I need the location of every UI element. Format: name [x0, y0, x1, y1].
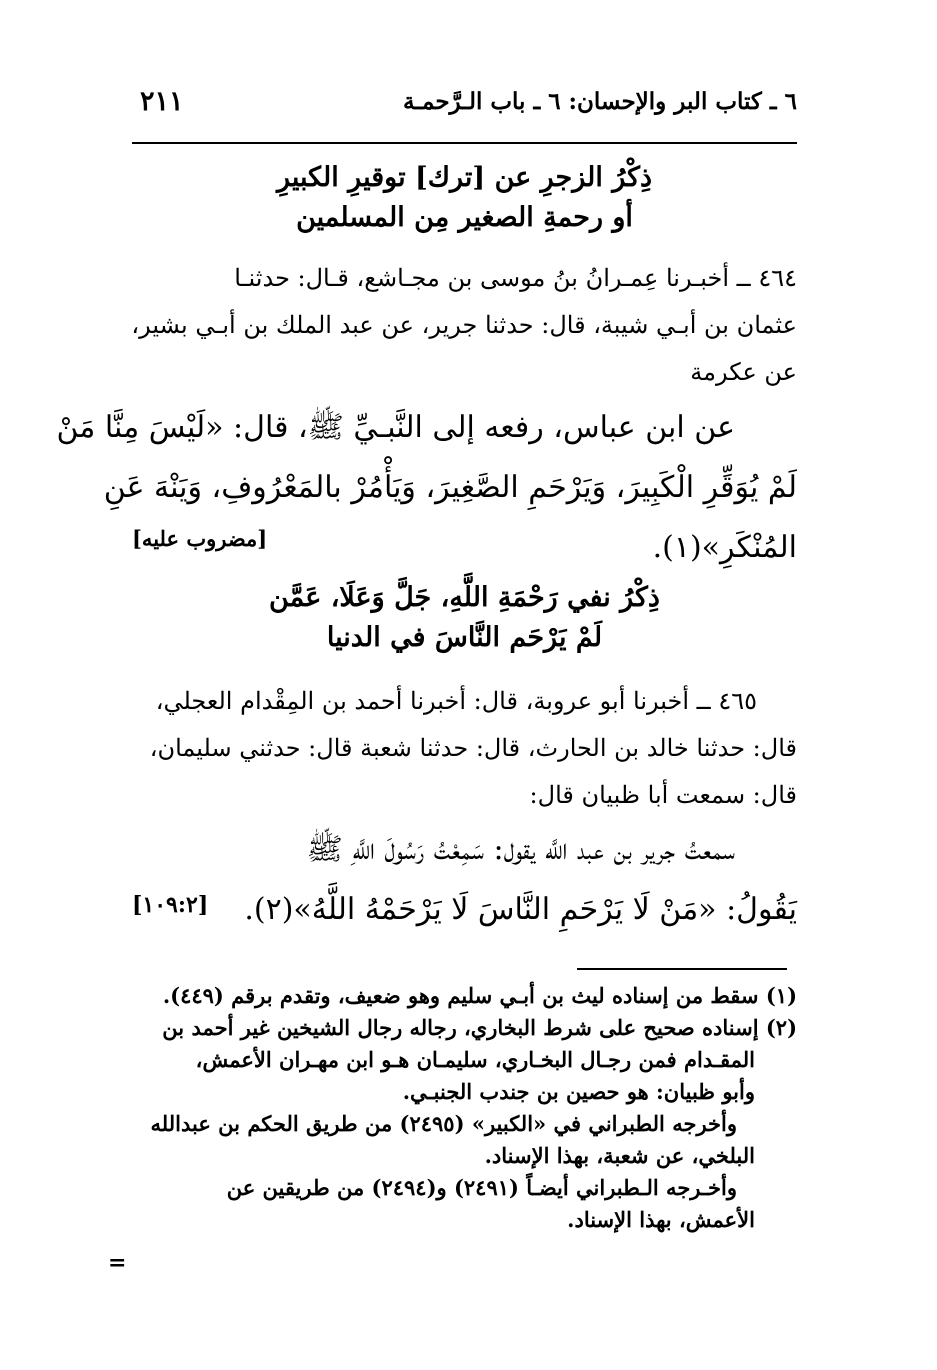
continuation-mark: = [108, 1250, 127, 1276]
isnad-464-line1: ٤٦٤ ــ أخبـرنا عِمـرانُ بنُ موسى بن مجـاشع، قـال: حدثنـا [234, 264, 797, 292]
footnote-rule [577, 968, 787, 970]
footnote-2-line4: وأخرجه الطبراني في «الكبير» (٢٤٩٥) من طريق الحكم بن عبدالله [150, 1111, 737, 1136]
footnote-2-line7: الأعمش، بهذا الإسناد. [567, 1207, 755, 1232]
footnote-2-line2: المقـدام فمن رجـال البخـاري، سليمـان هـو ابن مهـران الأعمش، [195, 1047, 755, 1072]
page-number: ٢١١ [140, 86, 184, 117]
matn-464-line2: لَمْ يُوَقِّرِ الْكَبِيرَ، وَيَرْحَمِ الصَّغِيرَ، وَيَأْمُرْ بالمَعْرُوفِ، وَيَنْهَ عَنِ [103, 470, 797, 505]
header-rule [132, 142, 797, 144]
section-heading-2-line2: لَمْ يَرْحَم النَّاسَ في الدنيا [326, 622, 603, 653]
section-heading-1-line2: أو رحمةِ الصغير مِن المسلمين [296, 202, 633, 233]
footnote-2-line6: وأخـرجه الـطبراني أيضـاً (٢٤٩١) و(٢٤٩٤) من طريقين عن [226, 1175, 737, 1200]
grade-465: [١٠٩:٢] [132, 892, 209, 918]
matn-465 [132, 820, 797, 940]
footnote-2-line5: البلخي، عن شعبة، بهذا الإسناد. [484, 1143, 755, 1168]
matn-464 [56, 398, 797, 578]
isnad-464-line3: عن عكرمة [690, 358, 797, 386]
grade-464: [مضروب عليه] [132, 526, 268, 551]
matn-465-line1: سمعتُ جرير بن عبد اللَّه يقول: سَمِعْتُ رَسُولَ اللَّهِ ﷺ [306, 832, 735, 867]
section-heading-1-line1: ذِكْرُ الزجرِ عن [ترك] توقيرِ الكبيرِ [276, 162, 653, 193]
matn-464-line1: عن ابن عباس، رفعه إلى النَّبـيِّ ﷺ، قال: «لَيْسَ مِنَّا مَنْ [56, 410, 735, 445]
footnotes [132, 980, 797, 1236]
section-heading-2-line1: ذِكْرُ نفي رَحْمَةِ اللَّهِ، جَلَّ وَعَلَا، عَمَّن [269, 582, 660, 613]
footnote-2-line3: وأبو ظبيان: هو حصين بن جندب الجنبـي. [402, 1079, 755, 1104]
isnad-464-line2: عثمان بن أبـي شيبة، قال: حدثنا جرير، عن عبد الملك بن أبـي بشير، [131, 311, 797, 339]
footnote-1: (١) سقط من إسناده ليث بن أبـي سليم وهو ضعيف، وتقدم برقم (٤٤٩). [162, 983, 797, 1008]
footnote-2-line1: (٢) إسناده صحيح على شرط البخاري، رجاله رجال الشيخين غير أحمد بن [162, 1015, 797, 1040]
section-heading-2 [132, 578, 797, 658]
running-head: ٦ ـ كتاب البر والإحسان: ٦ ـ باب الـرَّحمـة [402, 88, 797, 115]
isnad-464 [132, 255, 797, 396]
isnad-465-line2: قال: حدثنا خالد بن الحارث، قال: حدثنا شعبة قال: حدثني سليمان، [149, 734, 797, 762]
isnad-465-line3: قال: سمعت أبا ظبيان قال: [529, 781, 797, 809]
isnad-465-line1: ٤٦٥ ــ أخبرنا أبو عروبة، قال: أخبرنا أحمد بن المِقْدام العجلي، [155, 687, 757, 715]
matn-465-line2: يَقُولُ: «مَنْ لَا يَرْحَمِ النَّاسَ لَا يَرْحَمْهُ اللَّهُ»(٢). [244, 892, 797, 927]
isnad-465 [132, 678, 797, 819]
section-heading-1 [132, 158, 797, 238]
matn-464-line3: المُنْكَرِ»(١). [652, 530, 797, 565]
